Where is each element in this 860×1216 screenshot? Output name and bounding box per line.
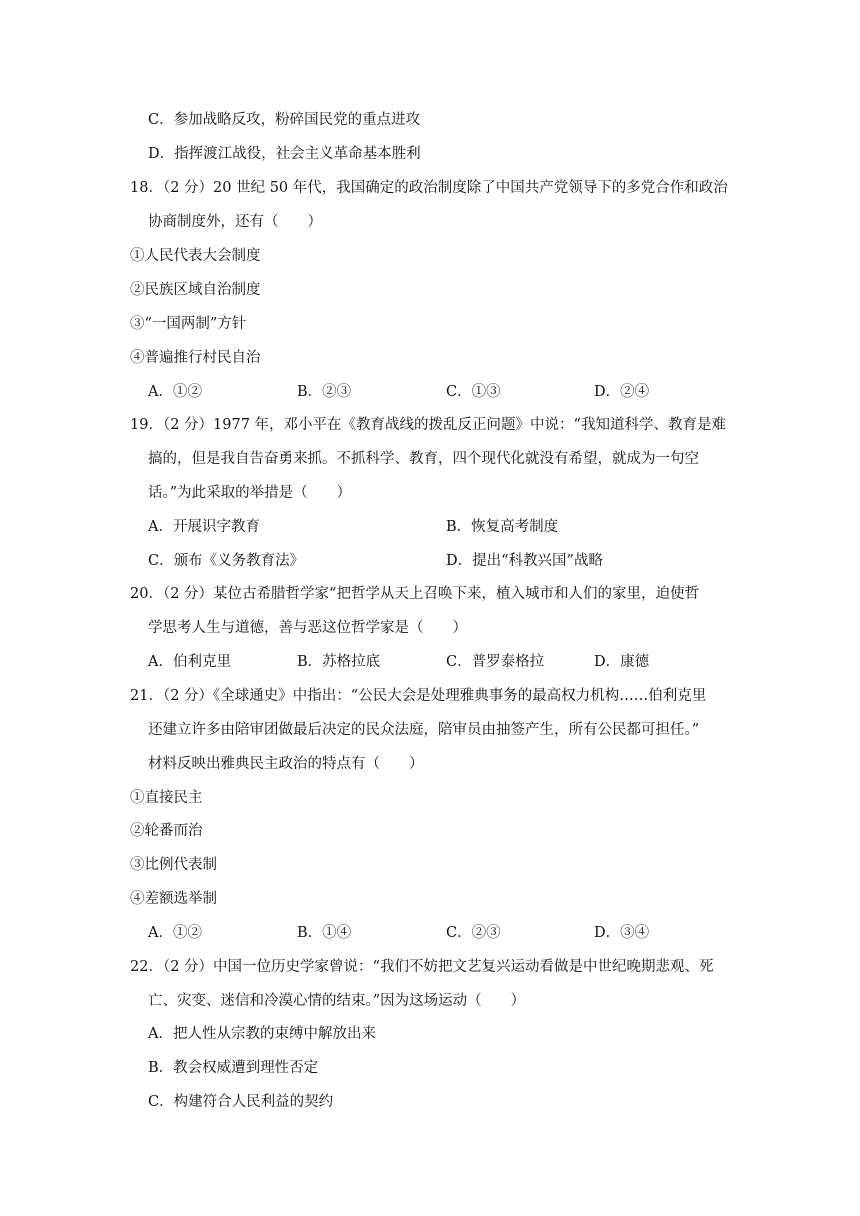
q22-option-b: B．教会权威遭到理性否定 [148, 1060, 319, 1076]
q19-option-a: A．开展识字教育 [148, 519, 260, 535]
q22-stem-line-1: 22．（2 分）中国一位历史学家曾说：“我们不妨把文艺复兴运动看做是中世纪晚期悲观、死 [130, 959, 714, 975]
q19-option-c: C．颁布《义务教育法》 [148, 553, 305, 569]
q18-stem-line-2: 协商制度外，还有（ ） [148, 214, 322, 230]
q19-stem-line-3: 话。”为此采取的举措是（ ） [148, 485, 352, 501]
q21-item-1: ①直接民主 [130, 790, 203, 806]
q18-item-3: ③“一国两制”方针 [130, 316, 247, 332]
q21-option-c: C．②③ [446, 925, 501, 941]
q18-option-b: B．②③ [297, 384, 352, 400]
q18-option-d: D．②④ [594, 384, 650, 400]
q20-option-d: D．康德 [594, 654, 650, 670]
q20-stem-line-1: 20．（2 分）某位古希腊哲学家“把哲学从天上召唤下来，植入城市和人们的家里，迫使哲 [130, 586, 699, 602]
q21-item-4: ④差额选举制 [130, 891, 217, 907]
q18-item-4: ④普遍推行村民自治 [130, 350, 261, 366]
q17-option-c: C．参加战略反攻，粉碎国民党的重点进攻 [148, 112, 421, 128]
q21-option-a: A．①② [148, 925, 202, 941]
q18-option-a: A．①② [148, 384, 202, 400]
q22-stem-line-2: 亡、灾变、迷信和冷漠心情的结束。”因为这场运动（ ） [148, 993, 526, 1009]
q21-stem-line-2: 还建立许多由陪审团做最后决定的民众法庭，陪审员由抽签产生，所有公民都可担任。” [148, 722, 700, 738]
q22-option-a: A．把人性从宗教的束缚中解放出来 [148, 1026, 376, 1042]
q21-option-b: B．①④ [297, 925, 352, 941]
q18-option-c: C．①③ [446, 384, 501, 400]
q19-option-d: D．提出“科教兴国”战略 [446, 553, 603, 569]
q21-stem-line-1: 21．（2 分）《全球通史》中指出：“公民大会是处理雅典事务的最高权力机构……伯利克里 [130, 688, 707, 704]
q19-option-b: B．恢复高考制度 [446, 519, 559, 535]
q20-option-a: A．伯利克里 [148, 654, 231, 670]
q21-item-3: ③比例代表制 [130, 857, 217, 873]
q20-option-c: C．普罗泰格拉 [446, 654, 545, 670]
q18-item-2: ②民族区域自治制度 [130, 282, 261, 298]
q20-stem-line-2: 学思考人生与道德，善与恶这位哲学家是（ ） [148, 620, 467, 636]
q21-item-2: ②轮番而治 [130, 823, 203, 839]
q22-option-c: C．构建符合人民利益的契约 [148, 1094, 334, 1110]
q19-stem-line-1: 19．（2 分）1977 年，邓小平在《教育战线的拨乱反正问题》中说：“我知道科学、教育是难 [130, 417, 726, 433]
q21-option-d: D．③④ [594, 925, 650, 941]
q19-stem-line-2: 搞的，但是我自告奋勇来抓。不抓科学、教育，四个现代化就没有希望，就成为一句空 [148, 451, 699, 467]
q18-stem-line-1: 18．（2 分）20 世纪 50 年代，我国确定的政治制度除了中国共产党领导下的多党合作和政治 [130, 180, 728, 196]
q20-option-b: B．苏格拉底 [297, 654, 381, 670]
q21-stem-line-3: 材料反映出雅典民主政治的特点有（ ） [148, 756, 424, 772]
q17-option-d: D．指挥渡江战役，社会主义革命基本胜利 [148, 146, 421, 162]
q18-item-1: ①人民代表大会制度 [130, 248, 261, 264]
